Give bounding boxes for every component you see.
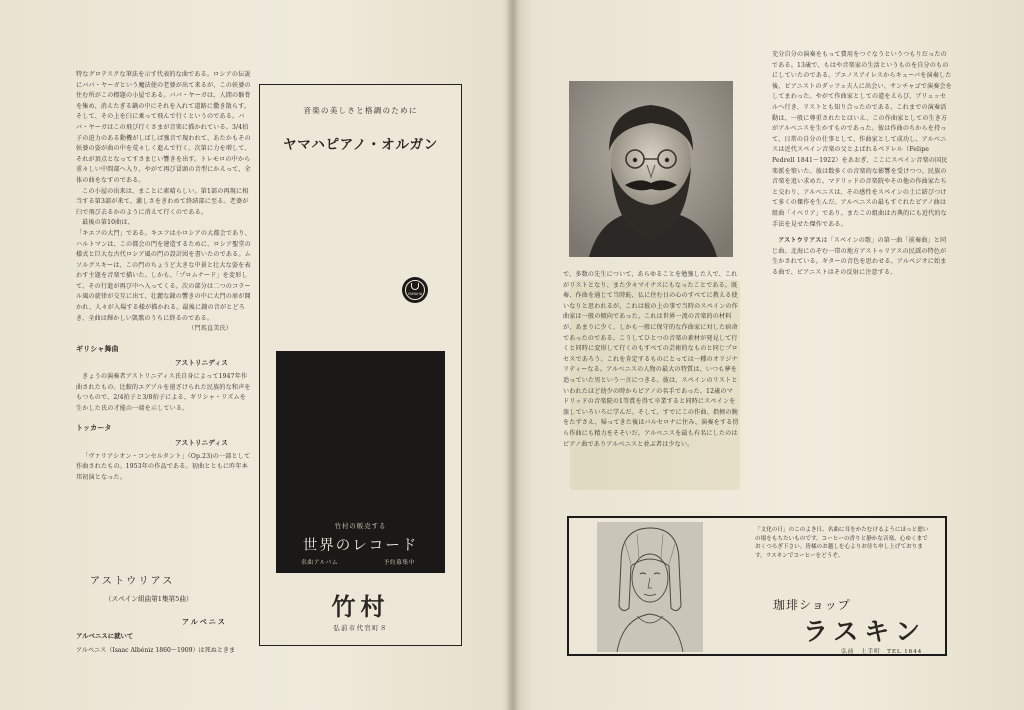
store-name: 竹村: [331, 593, 390, 621]
albeniz-about-text: アルベニス（Isaac Albéniz 1860〜1909）は死ぬときま: [76, 647, 236, 654]
asturias-title: アストウリアス: [90, 576, 175, 587]
record-album: 名曲アルバム: [301, 560, 339, 566]
cafe-name: ラスキン: [803, 617, 927, 646]
ad-brand: ヤマハピアノ・オルガン: [283, 137, 438, 153]
greek-dance-heading: ギリシャ舞曲: [76, 343, 119, 353]
signature: （門馬直美氏）: [188, 325, 232, 333]
toccata-composer: アストリニディス: [174, 439, 228, 447]
record-reservation: 予約募集中: [383, 560, 415, 566]
right-text: 充分自分の演奏をもって費用をつぐなうというつもりだったのである。13歳で、もはや音楽家の生活というものを自分のものにしていたのである。ブエノスアイレスからキューバを演奏した後、ビアニストのダッフェ夫人に出会い、サンチャゴで演奏会をしてまわった。やがて作曲家としての道をえらび、ブリュッセルへ行き、リストとも知り合ったのである。これまでの演奏活動は、一般に尊重されたとはいえ、この作曲家としての生き方がアルベニスを生かすものであった。彼は作曲のちからを持って、日常の自分の仕事として、作曲家として成功し、アルベニスは近代スペイン音楽の父とよばれるペドレル（Felipe Pedrell 1841〜1922）をあおぎ、ここにスペイン音楽の国民楽派を築いた。彼は数多くの音楽的な影響を受けつつ、民族の音楽を追い求めた。マドリッドの音楽院やその他の作曲家たちと交わり、アルベニスは、その感性をスペインの土に結びつけて多くの傑作を生んだ。アルベニスの最もすぐれたピアノ曲は組曲「イベリア」であり、またこの組曲は古典的にも近代的な手法を見せた傑作である。: [772, 51, 952, 228]
kiev-paragraph: 「キエフの大門」である。キエフは小ロシアの大都会であり、ハルトマンは、この都会の門を建造するために、ロシア聖堂の様式と巨大な古代ロシア風の門の設計図を書いたのである。ムソルグスキーは、この門のちょうど大きな中景と壮大な姿を表わす主題を音楽で描いた。しかも、「プロムナード」を変形して、その行進が再び中へ入ってくる。次の部分は二つのコラール風の旋律が交互に出て、壮麗な鐘の響きの中に大門の扉が開かれ、人々が入場する様が描かれる。最後に鐘の音がとどろき、全曲は輝かしい凱歌のうちに終るのである。: [76, 229, 251, 322]
albeniz-composer: アルベニス: [182, 617, 227, 626]
middle-text: で、多数の先生について、あらゆることを勉強した人で、これがリストとなり、また少々マイナスにもなったことである。既奏、作曲を通じて当時恥、仏に住む日の心のすべてに教える使いなりと思われるが、これは彼の上の事で当時のスペインの作曲家は一般の傾向であった。これは世界一流の音楽的の材料が、あまりに少く、しかも一般に保守的な作曲家に対した宿命であったのである。こうしてひとつの音楽の素材が発見して行くと同時に変形して行くのもすべての芸術的なものと同じプロセスであろう。これを肯定するものにとっては一種のオリジナリティーなる。アルベニスの人物の最大の特質は、いつも夢を追っていた男という一言につきる。彼は、スペインのリストといわれたほど幼少の時からピアノの名手であった。12歳のマドリッドの音楽院の1等賞を得て卒業すると同時にスペインを旅していろいろに学んだ。そして、すでにこの作曲、指揮の腕をたずさえ、帰ってきた後はバルセロナに住み、演奏をする傍ら作曲にも精力をそそいだ。アルベニスを最も有名にしたのはピアノ曲でありアルベニスと並ぶ者は少ない。: [563, 271, 739, 448]
middle-column: [563, 270, 739, 450]
right-column: [772, 50, 952, 278]
store-address: 弘前市代官町８: [333, 624, 388, 632]
asturias-note-heading: アストウリアス: [778, 237, 822, 245]
asturias-subtitle: （スペイン組曲第1集第5曲）: [105, 595, 193, 603]
woman-sketch-illustration: [597, 522, 703, 652]
left-page-column: [76, 70, 252, 483]
cafe-address: 弘前 土手町 TEL 1644: [841, 649, 923, 655]
record-panel: [276, 351, 445, 573]
paragraph: 特なグロテスクな筆法を示す代表的な曲である。ロシアの伝説にババ・ヤーガという魔法使の老婆が出て来るが、この妖婆の住む所がこの標題の小屋である。ババ・ヤーガは、人間の骸骨を集め、消えたぎる鍋の中にそれを入れて道路に撒き散らす。そして、その上を臼に乗って飛んで行くというのである。ババ・ヤーガはこの飛び行くさまが音楽に描かれている。3/4拍子の迫力のある動機がしばしば強音で現われて、あたかもその妖婆の姿が曲の中を荒々しく進んで行く。次第に力を増して、それが頂点となってすさまじい響きを出す。トレモロの中から重々しい中間部へ入り、やがて再び冒頭の音型にかえって、全体の曲をなすのである。: [76, 71, 251, 184]
coffee-shop-advertisement: [567, 516, 947, 656]
record-subtitle: 竹村の販売する: [334, 522, 387, 530]
asturias-note: [772, 236, 952, 278]
asturias-note-text: は「スペインの歌」の第一曲「前奏曲」と同じ曲。北海にのぞむ一帯の地方アストゥリアスの民謡の特色が生かされている。ギターの音色を思わせる、アルペジオに始まる曲で、ピアニストはその反射に注意する。: [772, 237, 947, 276]
paragraph: この小屋の出来は、まことに素晴らしい。第1部の再現に相当する第3部が来て、激しさをきわめて終結部に至る。老婆が臼で飛び去るかのように消えて行くのである。: [76, 187, 249, 216]
toccata-text: 「ヴァリアシオン・コンセルタント」（Op.23)の一部として作曲されたもの。1953年の作品である。初曲とともに昨年本邦初演となった。: [76, 452, 251, 481]
record-title: 世界のレコード: [302, 538, 419, 554]
ad-notice: 「文化の日」のこのよき日、名曲に耳をかたむけるようにほっと憩いの場をもちたいものです。コーヒーの香りと静かな音楽、心ゆくまでおくつろぎ下さい。皆様のお越しを心よりお待ち申し上げております。ラスキンでコーヒーをどうぞ。: [755, 527, 929, 559]
yamaha-advertisement: [259, 84, 462, 646]
cafe-label: 珈琲ショップ: [773, 598, 851, 612]
albeniz-about-heading: アルベニスに就いて: [76, 632, 134, 640]
greek-dance-composer: アストリニディス: [174, 359, 228, 368]
greek-dance-text: きょうの演奏者アストリニディス氏自身によって1947年作曲されたもの。比較的エグゾルを遠ざけられた民族的な和声をもつもので、2/4拍子と3/8拍子による、ギリシャ・リズムを生かした氏の才能の一端を示している。: [76, 373, 251, 412]
logo-text: YAMAHA: [407, 292, 423, 296]
last-piece-intro: 最後の第10曲は、: [82, 219, 134, 227]
ad-tagline: 音楽の美しさと格調のために: [303, 106, 418, 115]
yamaha-logo-icon: [402, 277, 428, 303]
albeniz-portrait-photo: [569, 81, 733, 257]
page-fold: [506, 0, 520, 710]
toccata-heading: トッカータ: [76, 423, 112, 433]
